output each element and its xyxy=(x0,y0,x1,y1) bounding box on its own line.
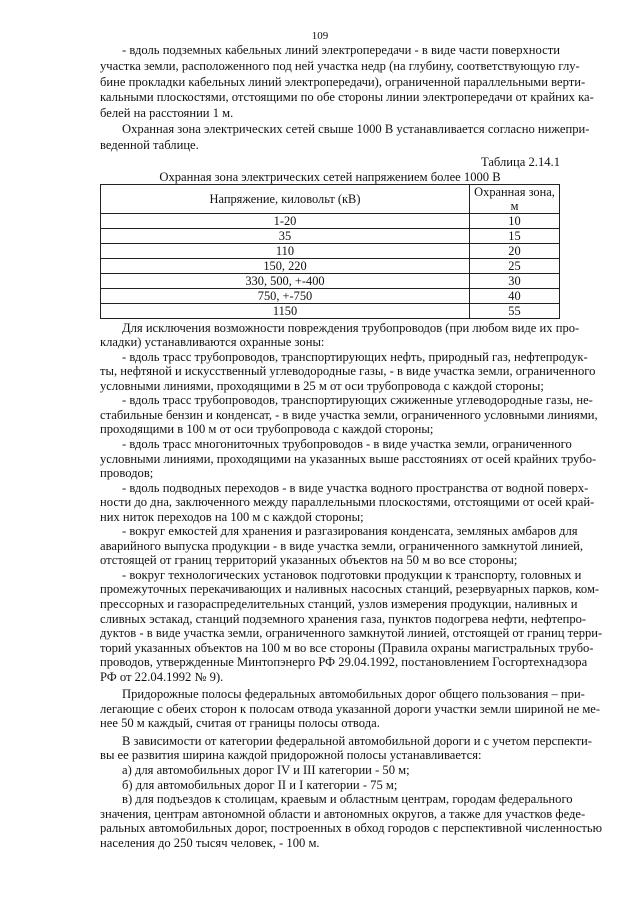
paragraph xyxy=(100,733,592,763)
text-line: торий указанных объектов на 100 м во все стороны (Правила охраны магистральных трубо- xyxy=(100,640,594,655)
table-section xyxy=(100,155,560,319)
text-line: них ниток переходов на 100 м с каждой стороны; xyxy=(100,509,364,524)
text-line: ты, нефтяной и искусственный углеводородные газы, - в виде участка земли, ограниченного xyxy=(100,364,596,379)
body-text xyxy=(100,320,603,851)
text-line: - вокруг емкостей для хранения и разгазирования конденсата, земляных амбаров для xyxy=(122,524,578,539)
text-line: участка земли, расположенного под ней участка недр (на глубину, соответствующую глу- xyxy=(100,58,580,73)
text-line: В зависимости от категории федеральной автомобильной дороги и с учетом перспекти- xyxy=(122,733,592,748)
text-line: - вдоль подземных кабельных линий электропередачи - в виде части поверхности xyxy=(122,43,560,57)
text-line: промежуточных перекачивающих и наливных насосных станций, резервуарных парков, ком- xyxy=(100,582,600,597)
text-line: кальными плоскостями, отстоящими по обе стороны линии электропередачи от крайних ка- xyxy=(100,90,594,105)
text-line: отстоящей от границ территорий указанных объектов на 50 м во все стороны; xyxy=(100,553,518,568)
text-line: - вдоль трасс многониточных трубопроводов - в виде участка земли, ограниченного xyxy=(122,436,572,451)
text-line: нее 50 м каждый, считая от границы полосы отвода. xyxy=(100,716,380,731)
text-line: вы ее развития ширина каждой придорожной полосы устанавливается: xyxy=(100,748,482,763)
table-row xyxy=(101,213,560,228)
text-line: значения, центрам автономной области и автономных округов, а также для участков феде- xyxy=(100,806,586,821)
text-line: стабильные бензин и конденсат, - в виде участка земли, ограниченного условными линиями, xyxy=(100,407,598,422)
voltage-cell: 110 xyxy=(101,243,470,258)
zone-cell: 30 xyxy=(470,273,560,288)
paragraph xyxy=(100,792,603,850)
text-line: ральных автомобильных дорог, построенных в обход городов с перспективной численностью xyxy=(100,821,603,836)
text-line: - вдоль трасс трубопроводов, транспортирующих нефть, природный газ, нефтепродук- xyxy=(122,349,588,364)
voltage-zone-table xyxy=(100,184,560,319)
table-label: Таблица 2.14.1 xyxy=(480,154,560,169)
column-header-zone: Охранная зона, м xyxy=(470,184,560,213)
table-header-row xyxy=(101,184,560,213)
zone-cell: 10 xyxy=(470,213,560,228)
table-title: Охранная зона электрических сетей напряжением более 1000 В xyxy=(159,169,501,184)
text-line: Охранная зона электрических сетей свыше 1000 В устанавливается согласно нижепри- xyxy=(122,121,590,136)
paragraph xyxy=(100,320,580,350)
text-line: условными линиями, проходящими в 25 м от оси трубопровода с каждой стороны; xyxy=(100,378,544,393)
paragraph xyxy=(100,778,560,793)
text-line: кладки) устанавливаются охранные зоны: xyxy=(100,335,325,350)
text-line: а) для автомобильных дорог IV и III категории - 50 м; xyxy=(122,762,410,777)
text-line: в) для подъездов к столицам, краевым и областным центрам, городам федерального xyxy=(122,792,573,807)
paragraph xyxy=(100,567,603,684)
zone-cell: 15 xyxy=(470,228,560,243)
text-line: б) для автомобильных дорог II и I категории - 75 м; xyxy=(122,777,398,792)
voltage-cell: 1-20 xyxy=(101,213,470,228)
paragraph xyxy=(100,524,584,568)
text-line: прессорных и газораспределительных станций, узлов измерения продукции, наливных и xyxy=(100,596,578,611)
text-line: проводов, утвержденные Минтопэнерго РФ 29.04.1992, постановлением Госгортехнадзора xyxy=(100,655,588,670)
text-line: веденной таблице. xyxy=(100,137,199,152)
paragraph xyxy=(100,393,598,437)
text-line: Для исключения возможности повреждения трубопроводов (при любом виде их про- xyxy=(122,320,580,335)
text-line: - вдоль трасс трубопроводов, транспортирующих сжиженные углеводородные газы, не- xyxy=(122,393,593,408)
zone-cell: 40 xyxy=(470,288,560,303)
table-row xyxy=(101,228,560,243)
paragraph xyxy=(100,121,590,154)
text-line: - вокруг технологических установок подготовки продукции к транспорту, головных и xyxy=(122,567,582,582)
zone-cell: 25 xyxy=(470,258,560,273)
paragraph xyxy=(100,436,597,481)
text-line: сливных эстакад, станций подземного хранения газа, пунктов подогрева нефти, нефтепро- xyxy=(100,611,587,626)
voltage-cell: 35 xyxy=(101,228,470,243)
text-line: проводов; xyxy=(100,466,154,481)
voltage-cell: 750, +-750 xyxy=(101,288,470,303)
paragraph xyxy=(100,763,560,778)
text-line: дуктов - в виде участка земли, ограниченного замкнутой линией, отстоящей от границ терри- xyxy=(100,626,603,641)
text-line: РФ от 22.04.1992 № 9). xyxy=(100,669,224,684)
voltage-cell: 150, 220 xyxy=(101,258,470,273)
table-row xyxy=(101,273,560,288)
text-line: белей на расстоянии 1 м. xyxy=(100,106,234,121)
table-row xyxy=(101,288,560,303)
zone-cell: 55 xyxy=(470,303,560,318)
voltage-cell: 330, 500, +-400 xyxy=(101,273,470,288)
text-line: Придорожные полосы федеральных автомобильных дорог общего пользования – при- xyxy=(122,687,585,702)
text-line: аварийного выпуска продукции - в виде участка земли, ограниченного замкнутой линией, xyxy=(100,538,584,553)
paragraph xyxy=(100,43,594,122)
column-header-voltage: Напряжение, киловольт (кВ) xyxy=(101,184,470,213)
page-number: 109 xyxy=(311,30,329,42)
voltage-cell: 1150 xyxy=(101,303,470,318)
table-row xyxy=(101,243,560,258)
zone-cell: 20 xyxy=(470,243,560,258)
paragraph xyxy=(100,480,595,525)
text-line: - вдоль подводных переходов - в виде участка водного пространства от водной поверх- xyxy=(122,480,589,495)
text-line: легающие с обеих сторон к полосам отвода указанной дороги участки земли шириной не ме- xyxy=(100,701,601,716)
table-row xyxy=(101,303,560,318)
text-line: проходящими в 100 м от оси трубопровода с каждой стороны; xyxy=(100,422,434,437)
table-row xyxy=(101,258,560,273)
text-line: населения до 250 тысяч человек, - 100 м. xyxy=(100,835,320,850)
paragraph xyxy=(100,687,601,731)
intro-text xyxy=(100,43,594,154)
text-line: ности до дна, заключенного между параллельными плоскостями, отстоящими от осей край- xyxy=(100,495,595,510)
text-line: бине прокладки кабельных линий электропередачи), ограниченной параллельными верти- xyxy=(100,74,586,89)
text-line: условными линиями, проходящими на указанных выше расстояниях от осей крайних трубо- xyxy=(100,451,597,466)
paragraph xyxy=(100,349,596,394)
